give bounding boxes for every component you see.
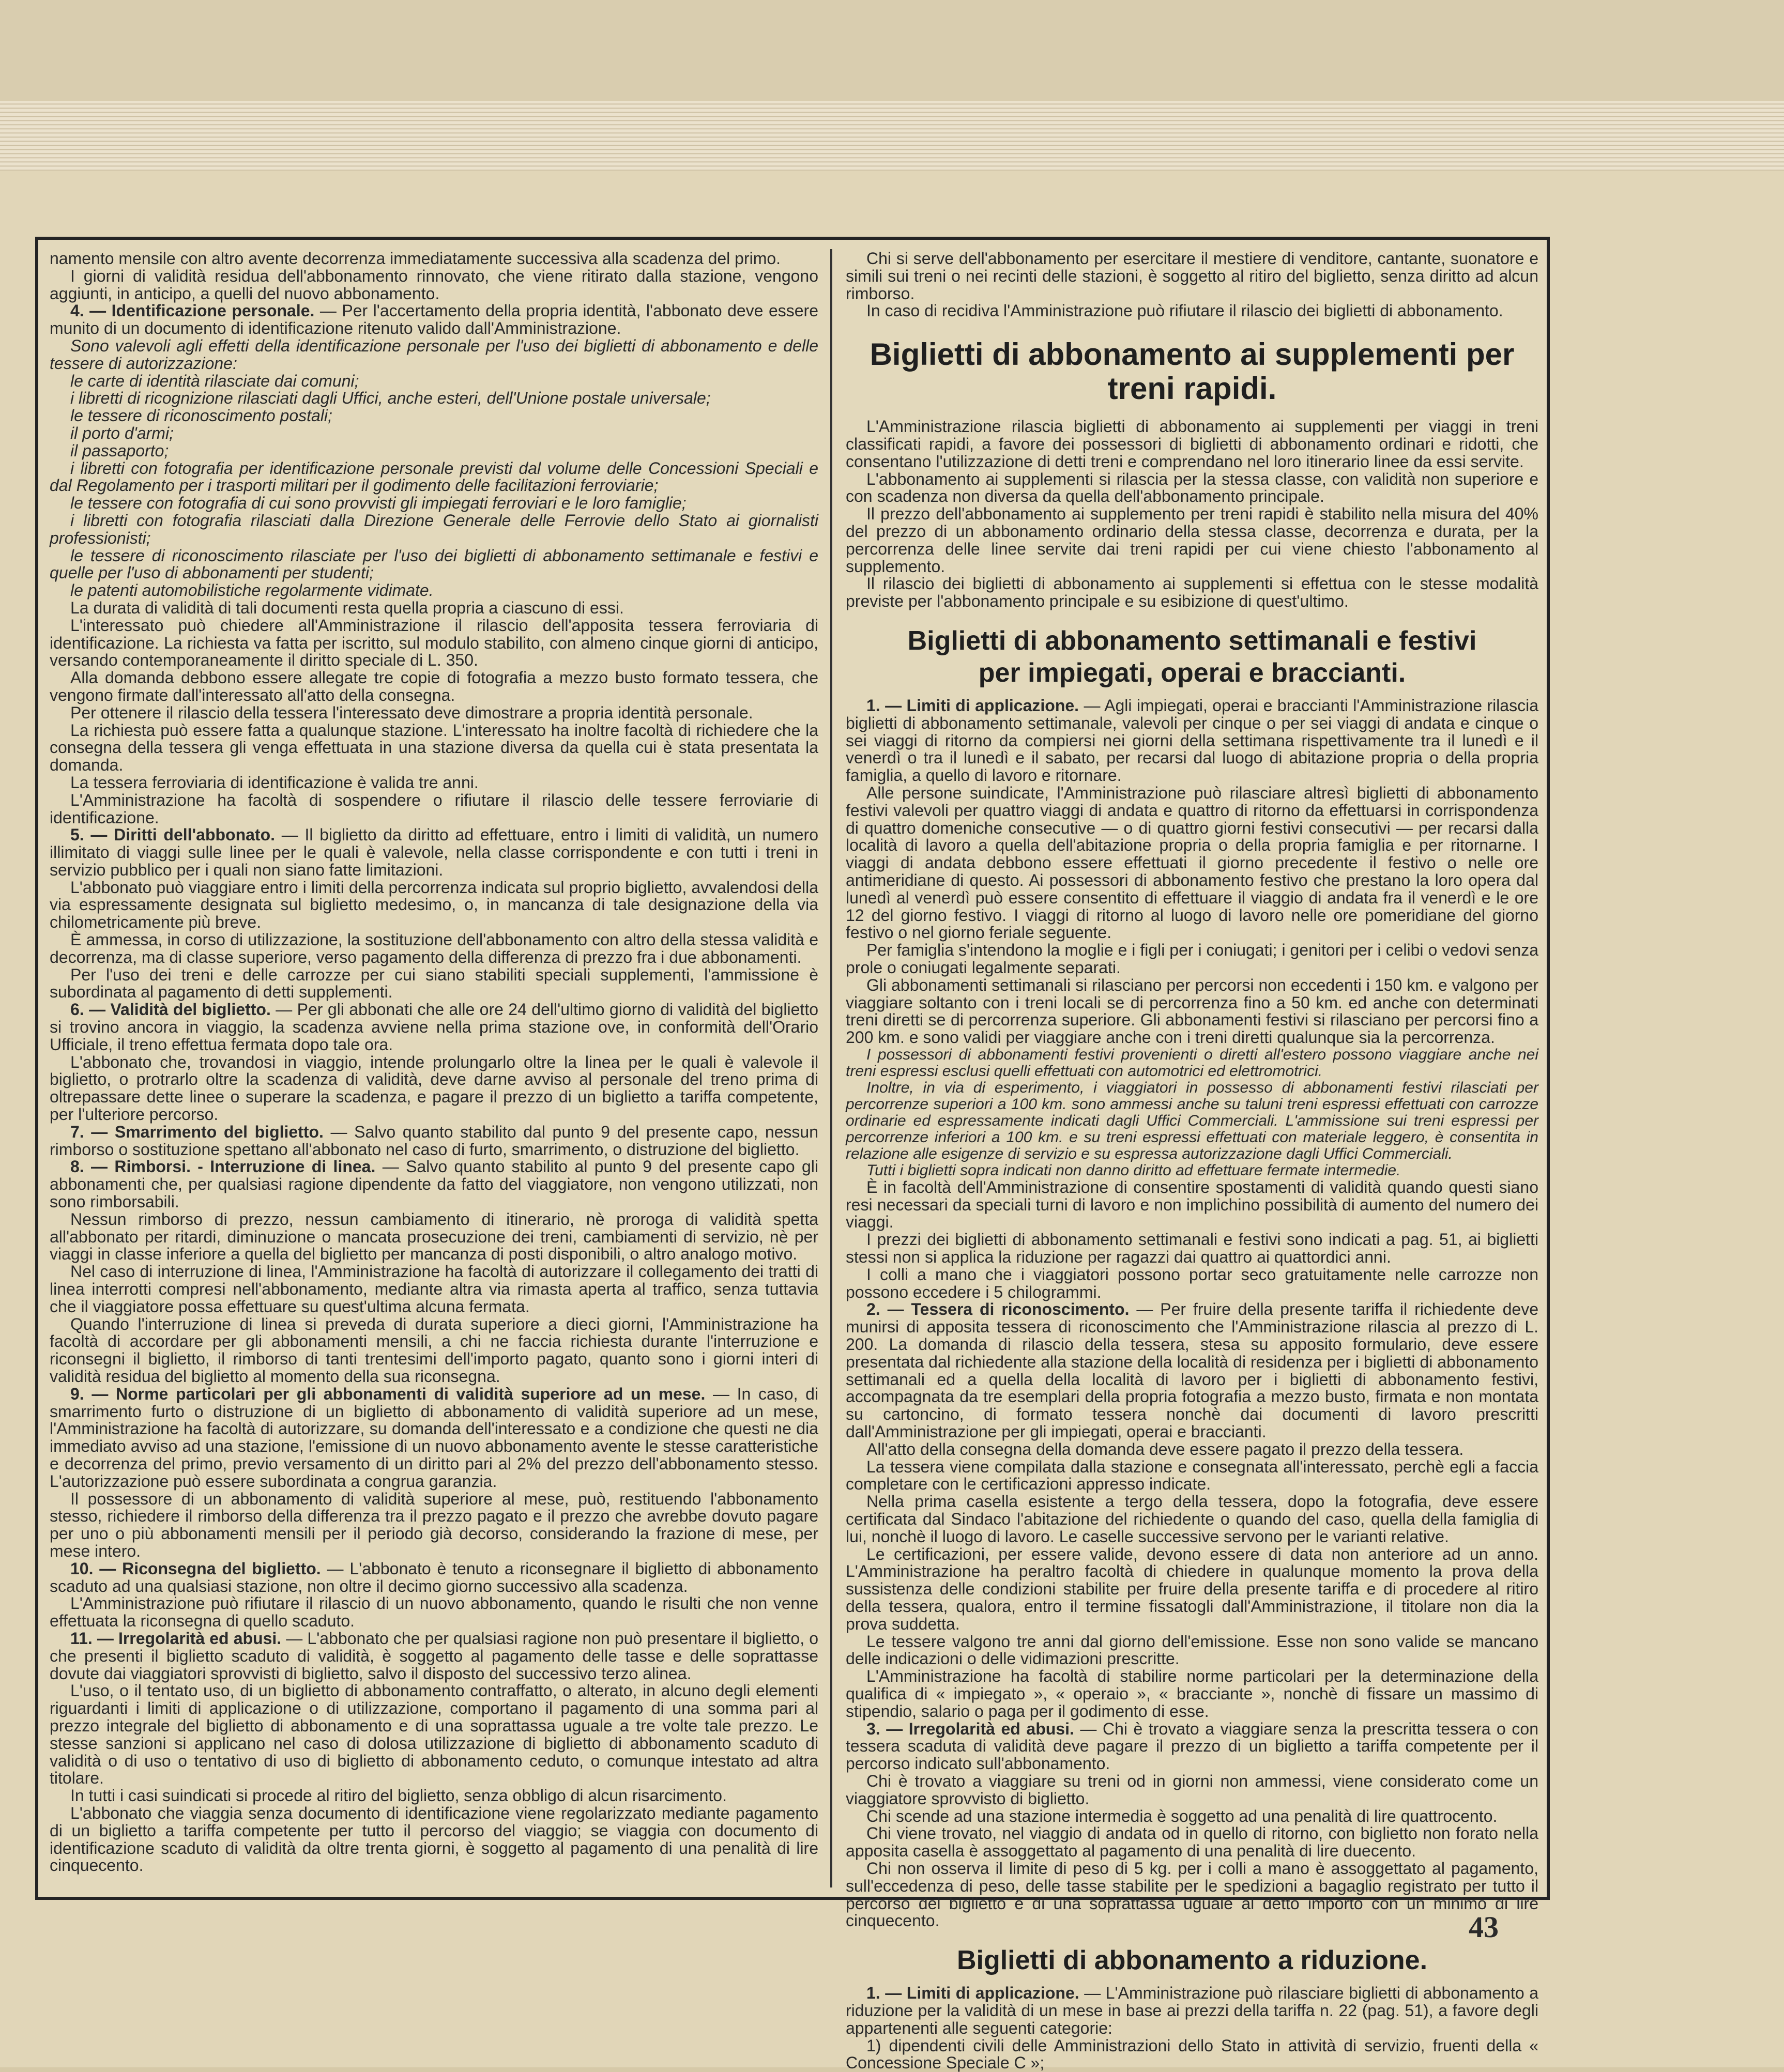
paragraph: È in facoltà dell'Amministrazione di consentire spostamenti di validità quando questi siano resi necessari da speciali turni di lavoro e non implichino possibilità di aumento del numero dei viaggi. [846, 1177, 1538, 1232]
paragraph: Nessun rimborso di prezzo, nessun cambiamento di itinerario, nè proroga di validità spetta all'abbonato per ritardi, diminuzione o mancata prosecuzione dei treni, cambiamenti di servizio, nè per viaggi in classe inferiore a quella del biglietto per mancanza di posti disponibili, o altro analogo motivo. [50, 1209, 818, 1264]
section-6 [50, 1001, 818, 1053]
paragraph: L'interessato può chiedere all'Amministrazione il rilascio dell'apposita tessera ferroviaria di identificazione. La richiesta va fatta per iscritto, sul modulo stabilito, con almeno cinque giorni di anticipo, versando contemporaneamente il diritto speciale di L. 350. [50, 616, 818, 670]
section-text: — In caso, di smarrimento furto o distruzione di un biglietto di abbonamento di validità superiore ad un mese, l'Amministrazione ha facoltà di autorizzare, su domanda dell'interessato e a condizione che questi ne dia immediato avviso ad una stazione, l'emissione di un nuovo abbonamento avente le stesse caratteristiche e decorrenza del primo, previo versamento di un diritto pari al 2% del prezzo dell'abbonamento stesso. L'autorizzazione può essere subordinata a congrua garanzia. [50, 1384, 819, 1491]
list-item: il passaporto; [70, 441, 169, 460]
section-heading: 5. — Diritti dell'abbonato. [70, 825, 276, 845]
list-item: il porto d'armi; [70, 423, 174, 442]
section-text: — Chi è trovato a viaggiare senza la prescritta tessera o con tessera scaduta di validità deve pagare il prezzo di un biglietto a tariffa competente per il percorso indicato sull'abbonamento. [846, 1719, 1538, 1773]
section-heading: 10. — Riconsegna del biglietto. [70, 1559, 321, 1578]
paragraph: L'Amministrazione ha facoltà di sospendere o rifiutare il rilascio delle tessere ferroviarie di identificazione. [50, 790, 818, 827]
column-divider [830, 249, 832, 1887]
paragraph: In caso di recidiva l'Amministrazione può rifiutare il rilascio dei biglietti di abbonamento. [866, 301, 1503, 320]
section-title-riduzione: Biglietti di abbonamento a riduzione. [956, 1945, 1428, 1976]
section-text: — Per l'accertamento della propria identità, l'abbonato deve essere munito di un documento di identificazione ritenuto valido dall'Amministrazione. [50, 301, 818, 338]
paragraph: Chi scende ad una stazione intermedia è soggetto ad una penalità di lire quattrocento. [866, 1806, 1498, 1825]
section-heading: 4. — Identificazione personale. [70, 301, 315, 320]
list-item: i libretti con fotografia rilasciati dalla Direzione Generale delle Ferrovie dello Stato ai giornalisti professionisti; [50, 511, 818, 547]
paragraph: I prezzi dei biglietti di abbonamento settimanali e festivi sono indicati a pag. 51, ai biglietti stessi non si applica la riduzione per ragazzi dai quattro ai quattordici anni. [846, 1230, 1538, 1267]
paragraph: Alla domanda debbono essere allegate tre copie di fotografia a mezzo busto formato tessera, che vengono firmate dall'interessato all'atto della consegna. [50, 668, 818, 704]
list-item: le tessere di riconoscimento rilasciate per l'uso dei biglietti di abbonamento settimanale e festivi e quelle per l'uso di abbonamenti per studenti; [50, 546, 818, 582]
paragraph: Chi è trovato a viaggiare su treni od in giorni non ammessi, viene considerato come un viaggiatore sprovvisto di biglietto. [846, 1771, 1538, 1808]
paragraph: La tessera ferroviaria di identificazione è valida tre anni. [70, 773, 479, 792]
section-heading: 8. — Rimborsi. - Interruzione di linea. [70, 1157, 376, 1176]
section-title-rapidi: Biglietti di abbonamento ai supplementi per treni rapidi. [870, 337, 1515, 406]
paragraph: Quando l'interruzione di linea si preveda di durata superiore a dieci giorni, l'Amministrazione ha facoltà di accordare per gli abbonamenti mensili, a chi ne faccia richiesta durante l'interruzione e riconsegni il biglietto, il rimborso di tanti trentesimi dell'importo pagato, quanto sono i giorni interi di validità residua del biglietto al momento della sua riconsegna. [50, 1314, 818, 1386]
section-text: — L'abbonato è tenuto a riconsegnare il biglietto di abbonamento scaduto ad una qualsiasi stazione, non oltre il decimo giorno successivo alla scadenza. [50, 1559, 819, 1595]
italic-note: Inoltre, in via di esperimento, i viaggiatori in possesso di abbonamenti festivi rilasciati per percorrenze superiori a 100 km. sono ammessi anche su taluni treni espressi effettuati con carrozze ordinarie ed espressamente indicati dagli Uffici Commerciali. L'ammissione sui treni espressi per percorrenze inferiori a 100 km. e su treni espressi effettuati con materiale leggero, è consentita in relazione alle esigenze di servizio e su espressa autorizzazione dagli Uffici Commerciali. [846, 1079, 1538, 1162]
section-text: — L'abbonato che per qualsiasi ragione non può presentare il biglietto, o che presenti il biglietto scaduto di validità, è soggetto al pagamento delle tasse e delle soprattasse dovute dai viaggiatori sprovvisti di biglietto, salvo il disposto del successivo terzo alinea. [50, 1629, 819, 1683]
paragraph: Gli abbonamenti settimanali si rilasciano per percorsi non eccedenti i 150 km. e valgono per viaggiare soltanto con i treni locali se di percorrenza fino a 50 km. ed anche con determinati treni diretti se di percorrenza superiore. Gli abbonamenti festivi si rilasciano per percorsi fino a 200 km. e sono validi per viaggiare anche con i treni diretti qualunque sia la percorrenza. [846, 975, 1538, 1047]
section-text: — L'Amministrazione può rilasciare biglietti di abbonamento a riduzione per la validità di un mese in base ai prezzi della tariffa n. 22 (pag. 51), a favore degli appartenenti alle seguenti categorie: [846, 1984, 1539, 2037]
section-text: — Salvo quanto stabilito dal punto 9 del presente capo, nessun rimborso o sostituzione spettano all'abbonato nel caso di furto, smarrimento, o distruzione del biglietto. [50, 1122, 818, 1159]
italic-note: I possessori di abbonamenti festivi provenienti o diretti all'estero possono viaggiare anche nei treni espressi esclusi quelli effettuati con automotrici ed elettromotrici. [846, 1046, 1538, 1080]
section-heading: 7. — Smarrimento del biglietto. [70, 1122, 324, 1141]
list-item: i libretti con fotografia per identificazione personale previsti dal volume delle Concessioni Speciali e dal Regolamento per i trasporti militari per il godimento delle facilitazioni ferroviarie; [50, 458, 818, 495]
section-11 [50, 1630, 818, 1682]
paragraph: Le tessere valgono tre anni dal giorno dell'emissione. Esse non sono valide se mancano delle indicazioni o delle vidimazioni prescritte. [846, 1632, 1538, 1668]
section-heading: 3. — Irregolarità ed abusi. [866, 1719, 1074, 1738]
paragraph: Il possessore di un abbonamento di validità superiore al mese, può, restituendo l'abbonamento stesso, richiedere il rimborso della differenza tra il prezzo pagato e il prezzo che avrebbe dovuto pagare per uno o più abbonamenti mensili per il periodo già decorso, considerando la frazione di mese, per mese intero. [50, 1489, 818, 1560]
title-line: Biglietti di abbonamento settimanali e festivi [907, 625, 1477, 656]
title-line: per impiegati, operai e braccianti. [978, 657, 1406, 688]
section-heading: 6. — Validità del biglietto. [70, 1000, 271, 1019]
page-number: 43 [1469, 1910, 1499, 1944]
paragraph: Per ottenere il rilascio della tessera l'interessato deve dimostrare a propria identità personale. [70, 703, 753, 722]
subsection-1 [846, 1985, 1538, 2037]
paragraph: È ammessa, in corso di utilizzazione, la sostituzione dell'abbonamento con altro della stessa validità e decorrenza, ma di classe superiore, verso pagamento della differenza di prezzo fra i due abbonamenti. [50, 930, 818, 966]
paragraph: Le certificazioni, per essere valide, devono essere di data non anteriore ad un anno. L'Amministrazione ha peraltro facoltà di chiedere in qualunque momento la prova della sussistenza delle condizioni stabilite per fruire della presente tariffa e di procedere al ritiro della tessera, qualora, entro il termine fissatogli dall'Amministrazione, il titolare non dia la prova suddetta. [846, 1544, 1538, 1633]
section-8 [50, 1158, 818, 1210]
subsection-1 [846, 697, 1538, 785]
section-4 [50, 302, 818, 337]
section-text: — Per gli abbonati che alle ore 24 dell'ultimo giorno di validità del biglietto si trovino ancora in viaggio, la scadenza avviene nella prima stazione ove, in conformità dell'Orario Ufficiale, il treno effettua fermata dopo tale ora. [50, 1000, 819, 1054]
section-text: — Agli impiegati, operai e braccianti l'Amministrazione rilascia biglietti di abbonamento settimanale, valevoli per cinque o per sei viaggi di andata e cinque o sei viaggi di ritorno da compiersi nei giorni della settimana rispettivamente tra il lunedì e il venerdì o tra il lunedì e il sabato, per recarsi dal luogo di abitazione propria o della propria famiglia, a quello di lavoro e ritornare. [846, 696, 1539, 785]
list-item: 1) dipendenti civili delle Amministrazioni dello Stato in attività di servizio, fruenti della « Concessione Speciale C »; [846, 2036, 1538, 2072]
section-7 [50, 1124, 818, 1159]
paragraph: I colli a mano che i viaggiatori possono portar seco gratuitamente nelle carrozze non possono eccedere i 5 chilogrammi. [846, 1265, 1538, 1301]
paragraph: L'abbonato può viaggiare entro i limiti della percorrenza indicata sul proprio biglietto, avvalendosi della via espressamente designata sul biglietto medesimo, o, in mancanza di tale designazione della via chilometricamente più breve. [50, 878, 818, 932]
paragraph: L'Amministrazione rilascia biglietti di abbonamento ai supplementi per viaggi in treni classificati rapidi, a favore dei possessori di biglietti di abbonamento ordinari e ridotti, che consentano l'utilizzazione di detti treni e comprendano nel loro itinerario linee da essi servite. [846, 417, 1538, 471]
paragraph: Nel caso di interruzione di linea, l'Amministrazione ha facoltà di autorizzare il collegamento dei tratti di linea interrotti compresi nell'abbonamento, mediante altra via rimasta aperta al traffico, senza tuttavia che il viaggiatore possa effettuare su quest'ultima alcuna fermata. [50, 1262, 818, 1316]
paragraph: Chi viene trovato, nel viaggio di andata od in quello di ritorno, con biglietto non forato nella apposita casella è assoggettato al pagamento di una penalità di lire duecento. [846, 1824, 1538, 1861]
paragraph: Alle persone suindicate, l'Amministrazione può rilasciare altresì biglietti di abbonamento festivi valevoli per quattro viaggi di andata e quattro di ritorno da effettuarsi in corrispondenza di quattro domeniche consecutive — o di quattro giorni festivi consecutivi — per recarsi dalla località di lavoro a quella dell'abitazione propria o della propria famiglia e per ritornarne. I viaggi di andata debbono essere effettuati il giorno precedente il festivo o nelle ore antimeridiane di questo. Ai possessori di abbonamento festivo che prestano la loro opera dal lunedì al venerdì può essere consentito di effettuare il viaggio di andata fra il venerdì e le ore 12 del giorno festivo. I viaggi di ritorno al luogo di lavoro nelle ore pomeridiane del giorno festivo o nel giorno feriale seguente. [846, 783, 1538, 942]
section-heading: 2. — Tessera di riconoscimento. [866, 1300, 1130, 1319]
list-item: i libretti di ricognizione rilasciati dagli Uffici, anche esteri, dell'Unione postale universale; [70, 389, 711, 408]
paragraph: All'atto della consegna della domanda deve essere pagato il prezzo della tessera. [866, 1439, 1464, 1459]
paragraph: Chi si serve dell'abbonamento per esercitare il mestiere di venditore, cantante, suonatore e simili sui treni o nei recinti delle stazioni, è soggetto al ritiro del biglietto, senza diritto ad alcun rimborso. [846, 249, 1538, 303]
paragraph: L'Amministrazione ha facoltà di stabilire norme particolari per la determinazione della qualifica di « impiegato », « operaio », « bracciante », nonchè di fissare un massimo di stipendio, salario o paga per il godimento di esse. [846, 1667, 1538, 1721]
subsection-3 [846, 1721, 1538, 1773]
section-5 [50, 826, 818, 879]
paragraph: In tutti i casi suindicati si procede al ritiro del biglietto, senza obbligo di alcun risarcimento. [70, 1786, 727, 1805]
paragraph: Per famiglia s'intendono la moglie e i figli per i coniugati; i genitori per i celibi o vedovi senza prole o coniugati legalmente separati. [846, 941, 1538, 977]
paragraph: L'Amministrazione può rifiutare il rilascio di un nuovo abbonamento, quando le risulti che non venne effettuata la riconsegna di quello scaduto. [50, 1594, 818, 1631]
section-10 [50, 1560, 818, 1595]
section-text: — Per fruire della presente tariffa il richiedente deve munirsi di apposita tessera di riconoscimento che l'Amministrazione rilascia al prezzo di L. 200. La domanda di rilascio della tessera, stesa su apposito formulario, deve essere presentata dal richiedente alla stazione della località di residenza per i biglietti di abbonamento settimanali ed a quella della località di lavoro per i biglietti di abbonamento festivi, accompagnata da tre esemplari della propria fotografia a mezzo busto, firmata e non montata su cartoncino, di formato tessera nonchè dai documenti di lavoro prescritti dall'Amministrazione per gli impiegati, operai e braccianti. [846, 1300, 1539, 1441]
section-heading: 11. — Irregolarità ed abusi. [70, 1629, 282, 1648]
left-column [50, 250, 818, 1886]
paragraph: Il prezzo dell'abbonamento ai supplemento per treni rapidi è stabilito nella misura del 40% del prezzo di un abbonamento ordinario della stessa classe, decorrenza e durata, per la percorrenza delle linee servite dai treni rapidi per cui viene chiesto l'abbonamento al supplemento. [846, 504, 1538, 576]
section-heading: 1. — Limiti di applicazione. [866, 696, 1079, 715]
paragraph: L'abbonato che viaggia senza documento di identificazione viene regolarizzato mediante pagamento di un biglietto a tariffa competente per tutto il percorso del viaggio; se viaggia con documento di identificazione scaduto di validità da oltre trenta giorni, è soggetto al pagamento di una penalità di lire cinquecento. [50, 1803, 818, 1875]
paragraph: Per l'uso dei treni e delle carrozze per cui siano stabiliti speciali supplementi, l'ammissione è subordinata al pagamento di detti supplementi. [50, 965, 818, 1002]
list-item: le patenti automobilistiche regolarmente vidimate. [70, 581, 434, 600]
section-9 [50, 1386, 818, 1491]
section-heading: 1. — Limiti di applicazione. [866, 1984, 1079, 2003]
paragraph: Il rilascio dei biglietti di abbonamento ai supplementi si effettua con le stesse modalità previste per l'abbonamento principale e su esibizione di quest'ultimo. [846, 574, 1538, 611]
section-text: — Il biglietto da diritto ad effettuare, entro i limiti di validità, un numero illimitato di viaggi sulle linee per le quali è valevole, nella classe corrispondente e con tutti i treni in servizio pubblico per i quali non siano fatte limitazioni. [50, 825, 819, 879]
paragraph: La tessera viene compilata dalla stazione e consegnata all'interessato, perchè egli a faccia completare con le certificazioni appresso indicate. [846, 1457, 1538, 1494]
paragraph: L'abbonamento ai supplementi si rilascia per la stessa classe, con validità non superiore e con scadenza non diversa da quella dell'abbonamento principale. [846, 469, 1538, 506]
list-item: le tessere di riconoscimento postali; [70, 406, 332, 425]
italic-note: Tutti i biglietti sopra indicati non danno diritto ad effettuare fermate intermedie. [866, 1161, 1401, 1179]
paragraph: I giorni di validità residua dell'abbonamento rinnovato, che viene ritirato dalla stazione, vengono aggiunti, in anticipo, a quelli del nuovo abbonamento. [50, 266, 818, 303]
list-item: le tessere con fotografia di cui sono provvisti gli impiegati ferroviari e le loro famiglie; [70, 494, 687, 513]
list-item: le carte di identità rilasciate dai comuni; [70, 371, 359, 390]
subsection-2 [846, 1301, 1538, 1440]
paragraph: La durata di validità di tali documenti resta quella propria a ciascuno di essi. [70, 598, 624, 617]
book-page-edges [0, 101, 1784, 173]
section-heading: 9. — Norme particolari per gli abbonamenti di validità superiore ad un mese. [70, 1384, 706, 1403]
paragraph: Nella prima casella esistente a tergo della tessera, dopo la fotografia, deve essere certificata dal Sindaco l'abitazione del richiedente o quando del caso, quella della famiglia di lui, nonchè il luogo di lavoro. Le caselle successive servono per le varianti relative. [846, 1492, 1538, 1546]
paragraph: L'abbonato che, trovandosi in viaggio, intende prolungarlo oltre la linea per le quali è valevole il biglietto, o protrarlo oltre la scadenza di validità, deve darne avviso al personale del treno prima di oltrepassare dette linee o superare la scadenza, e pagare il prezzo di un biglietto a tariffa competente, per l'ulteriore percorso. [50, 1052, 818, 1124]
section-text: — Salvo quanto stabilito al punto 9 del presente capo gli abbonamenti che, per qualsiasi ragione dipendente da fatto del viaggiatore, non vengono utilizzati, non sono rimborsabili. [50, 1157, 819, 1211]
section-title-settimanali [846, 625, 1538, 689]
paragraph: namento mensile con altro avente decorrenza immediatamente successiva alla scadenza del primo. [50, 249, 781, 268]
paragraph: Sono valevoli agli effetti della identificazione personale per l'uso dei biglietti di abbonamento e delle tessere di autorizzazione: [50, 336, 818, 373]
paragraph: L'uso, o il tentato uso, di un biglietto di abbonamento contraffatto, o alterato, in alcuno degli elementi riguardanti i limiti di applicazione o di utilizzazione, comportano il pagamento di una somma pari al prezzo integrale del biglietto di abbonamento e di una soprattassa uguale a tre volte tale prezzo. Le stesse sanzioni si applicano nel caso di dolosa utilizzazione di biglietto di abbonamento scaduto di validità o di uso o tentativo di uso di biglietto di abbonamento ceduto, o comunque intestato ad altra titolare. [50, 1681, 818, 1788]
paragraph: Chi non osserva il limite di peso di 5 kg. per i colli a mano è assoggettato al pagamento, sull'eccedenza di peso, delle tasse stabilite per le spedizioni a bagaglio registrato per tutto il percorso del biglietto e di una soprattassa uguale al detto importo con un minimo di lire cinquecento. [846, 1859, 1538, 1930]
paragraph: La richiesta può essere fatta a qualunque stazione. L'interessato ha inoltre facoltà di richiedere che la consegna della tessera gli venga effettuata in una stazione diversa da quella cui è stata presentata la domanda. [50, 720, 818, 775]
